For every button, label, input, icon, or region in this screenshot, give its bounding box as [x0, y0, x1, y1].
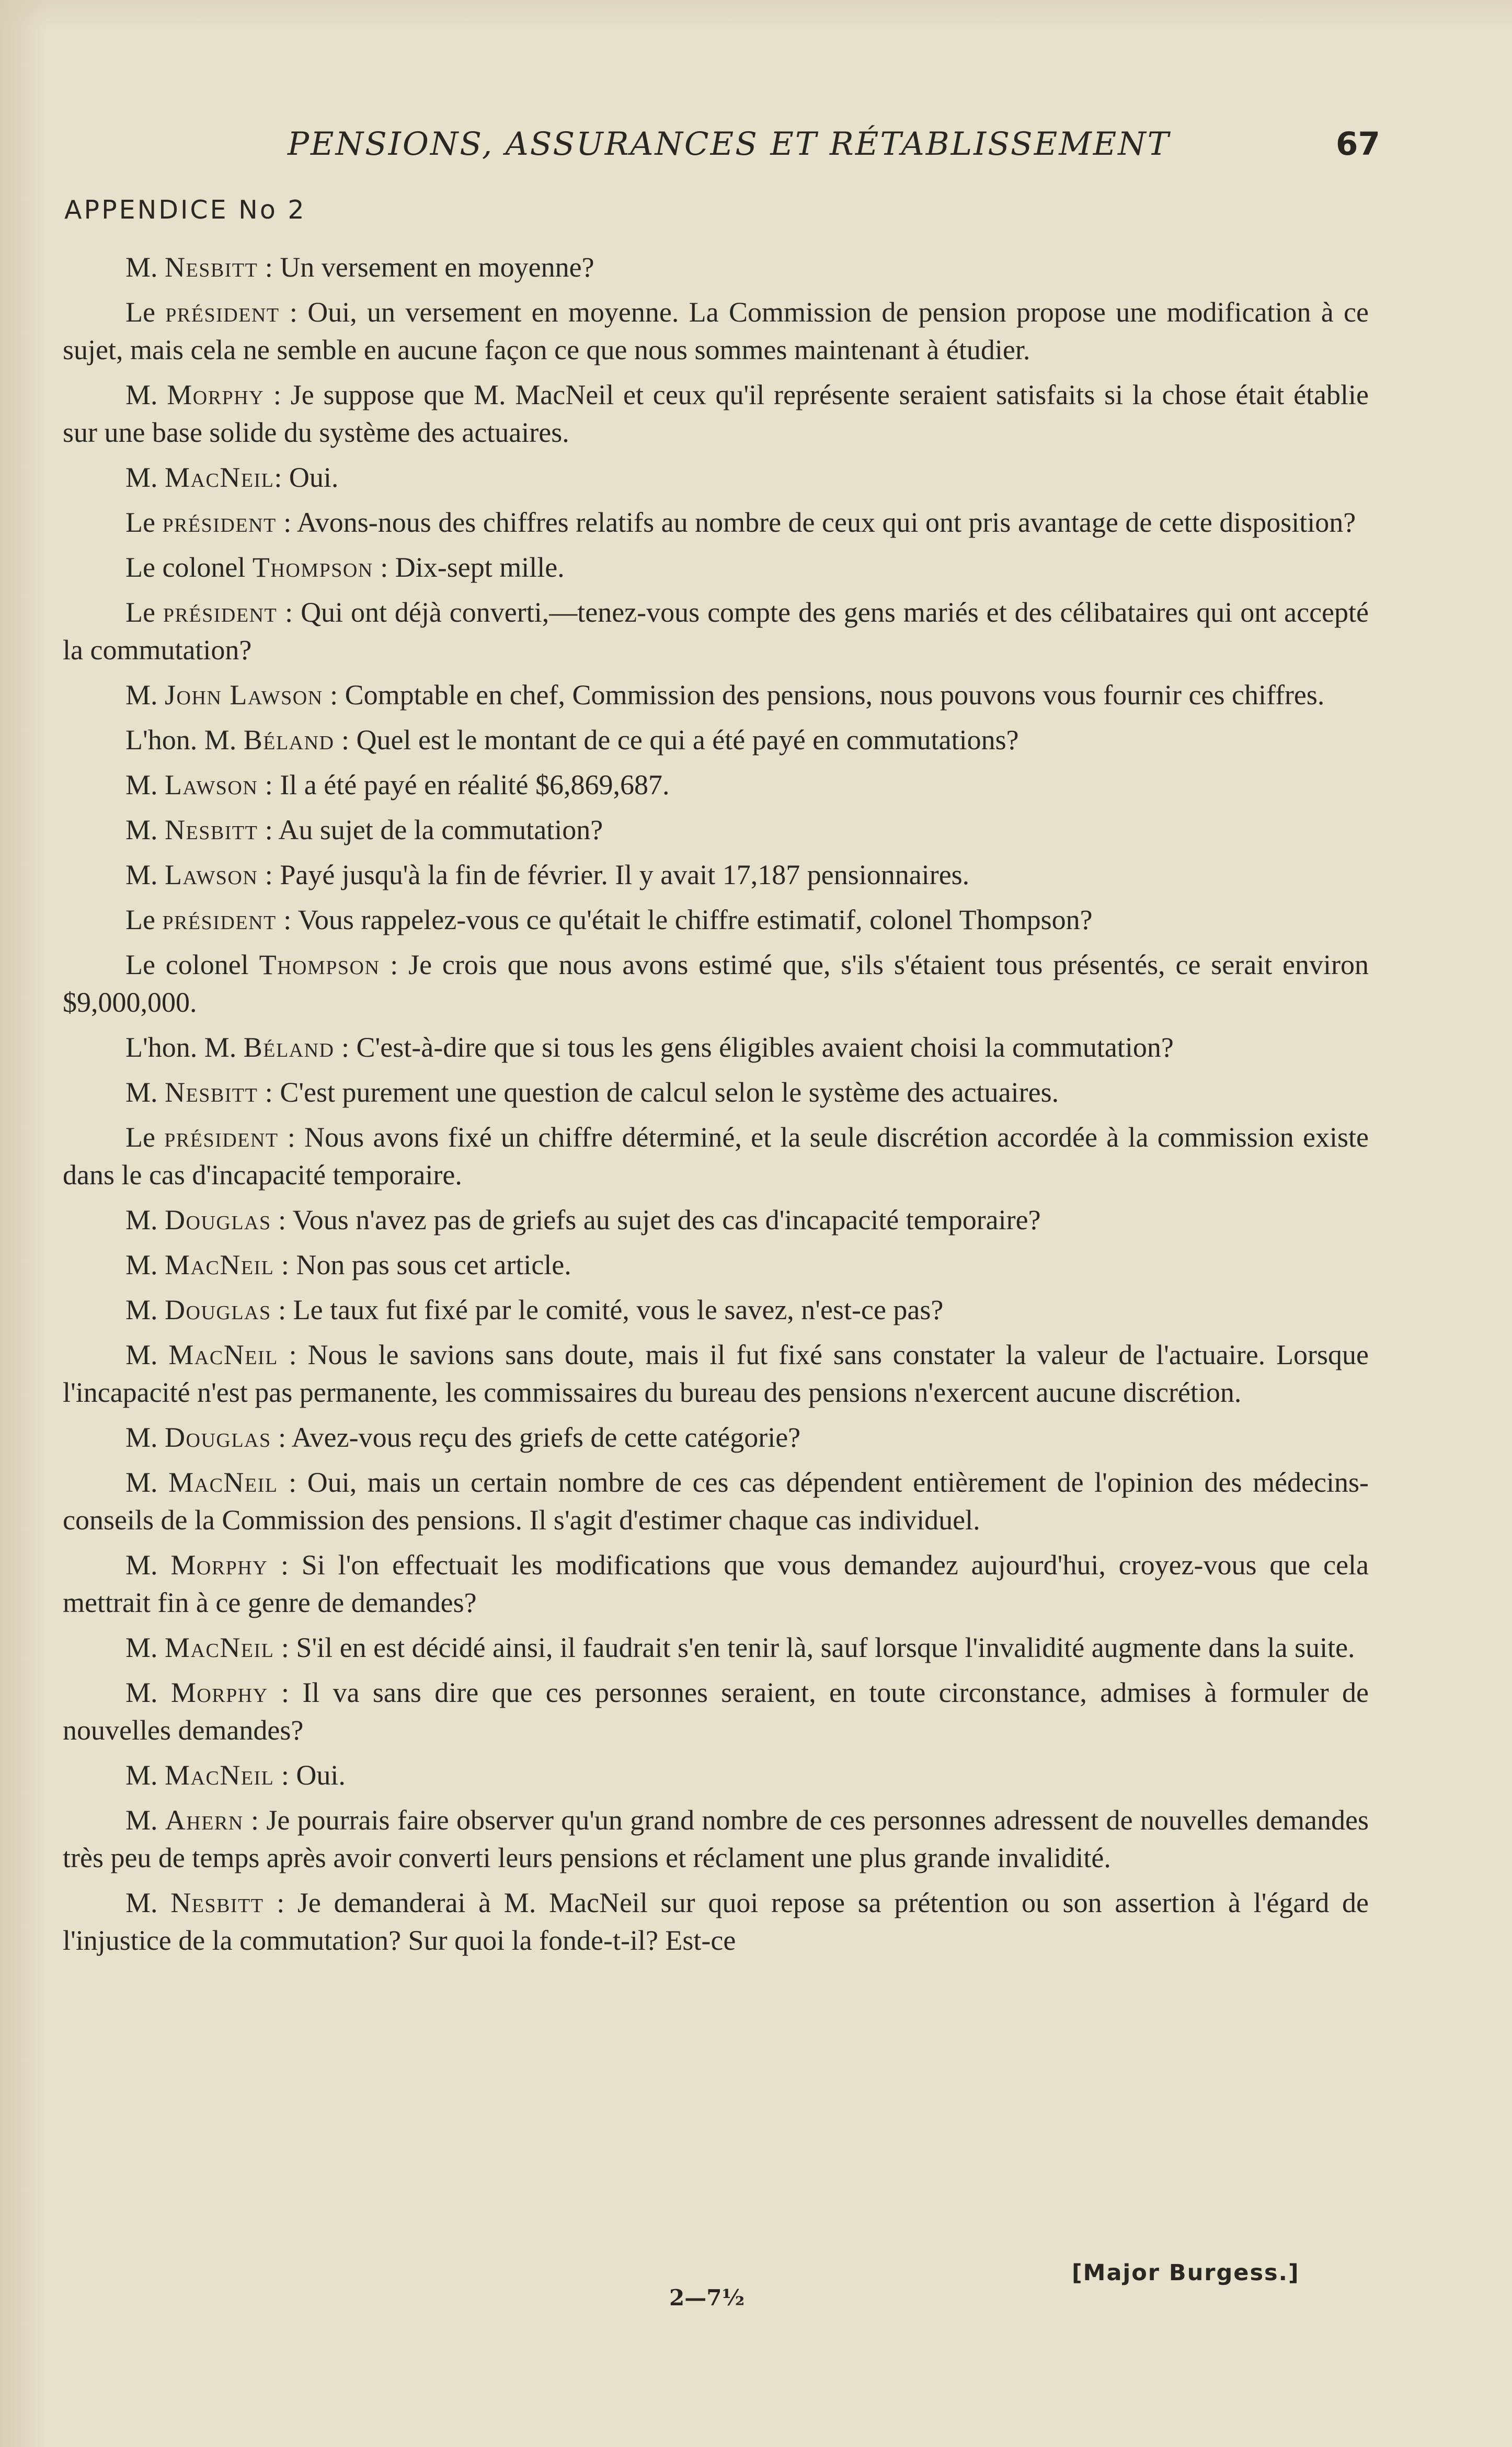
speaker-prefix: M. [125, 1204, 165, 1236]
speaker-name: Douglas [165, 1204, 271, 1236]
speaker-separator: : [380, 949, 409, 980]
transcript-body [63, 248, 1369, 1966]
paragraph-text: Oui. [289, 462, 339, 493]
speaker-prefix: M. [125, 1249, 165, 1280]
speaker-prefix: M. [125, 1467, 169, 1498]
paragraph-text: Quel est le montant de ce qui a été payé en commutations? [356, 724, 1019, 756]
transcript-paragraph [63, 1674, 1369, 1749]
paragraph-text: Non pas sous cet article. [296, 1249, 571, 1280]
transcript-paragraph [63, 1073, 1369, 1111]
speaker-separator: : [274, 1632, 296, 1663]
transcript-paragraph [63, 1546, 1369, 1621]
transcript-paragraph [63, 901, 1369, 939]
speaker-separator: : [277, 597, 301, 628]
speaker-separator: : [334, 1032, 357, 1063]
paragraph-text: C'est-à-dire que si tous les gens éligibles avaient choisi la commutation? [356, 1032, 1174, 1063]
speaker-separator: : [258, 769, 280, 801]
transcript-paragraph [63, 766, 1369, 804]
speaker-prefix: Le [125, 296, 166, 328]
speaker-name: MacNeil [168, 1467, 278, 1498]
paragraph-text: Nous le savions sans doute, mais il fut fixé sans constater la valeur de l'actuaire. Lorsque l'incapacité n'est pas permanente, les commissaires du bureau des pensions n'exercent aucune discrétion. [63, 1339, 1369, 1408]
transcript-paragraph [63, 1463, 1369, 1539]
paragraph-text: Je suppose que M. MacNeil et ceux qu'il représente seraient satisfaits si la chose était établie sur une base solide du système des actuaires. [63, 379, 1369, 448]
speaker-prefix: M. [125, 462, 165, 493]
paragraph-text: Payé jusqu'à la fin de février. Il y avait 17,187 pensionnaires. [280, 859, 970, 890]
speaker-prefix: Le colonel [125, 949, 259, 980]
speaker-name: Thompson [252, 552, 373, 583]
speaker-prefix: M. [125, 859, 165, 890]
speaker-separator: : [271, 1204, 293, 1236]
paragraph-text: Oui, un versement en moyenne. La Commission de pension propose une modification à ce sujet, mais cela ne semble en aucune façon ce que nous sommes maintenant à étudier. [63, 296, 1369, 365]
appendix-label: APPENDICE No 2 [64, 195, 306, 225]
running-head: PENSIONS, ASSURANCES ET RÉTABLISSEMENT [288, 125, 1171, 163]
speaker-prefix: M. [125, 379, 167, 410]
paragraph-text: S'il en est décidé ainsi, il faudrait s'en tenir là, sauf lorsque l'invalidité augmente dans la suite. [296, 1632, 1355, 1663]
transcript-paragraph [63, 676, 1369, 714]
paragraph-text: Je crois que nous avons estimé que, s'ils s'étaient tous présentés, ce serait environ $9,000,000. [63, 949, 1369, 1018]
transcript-paragraph [63, 1629, 1369, 1666]
speaker-separator: : [279, 296, 308, 328]
speaker-separator: : [268, 1677, 303, 1708]
speaker-separator: : [276, 904, 298, 935]
speaker-prefix: M. [125, 1677, 171, 1708]
speaker-separator: : [278, 1467, 307, 1498]
paragraph-text: Dix-sept mille. [395, 552, 565, 583]
transcript-paragraph [63, 504, 1369, 541]
speaker-prefix: M. [125, 1422, 165, 1453]
speaker-name: MacNeil [165, 1249, 274, 1280]
paragraph-text: Je pourrais faire observer qu'un grand nombre de ces personnes adressent de nouvelles demandes très peu de temps après avoir converti leurs pensions et réclament une plus grande invalidité. [63, 1804, 1369, 1873]
speaker-name: président [163, 597, 278, 628]
speaker-prefix: Le [125, 1122, 165, 1153]
speaker-prefix: M. [125, 1339, 169, 1370]
paragraph-text: Il va sans dire que ces personnes seraient, en toute circonstance, admises à formuler de nouvelles demandes? [63, 1677, 1369, 1746]
paragraph-text: Il a été payé en réalité $6,869,687. [280, 769, 670, 801]
speaker-separator: : [264, 1887, 297, 1918]
speaker-name: Lawson [165, 859, 258, 890]
paragraph-text: Nous avons fixé un chiffre déterminé, et la seule discrétion accordée à la commission existe dans le cas d'incapacité temporaire. [63, 1122, 1369, 1191]
speaker-prefix: M. [125, 1804, 165, 1836]
speaker-name: président [165, 296, 280, 328]
transcript-paragraph [63, 593, 1369, 669]
transcript-paragraph [63, 248, 1369, 286]
paragraph-text: Oui, mais un certain nombre de ces cas dépendent entièrement de l'opinion des médecins-conseils de la Commission des pensions. Il s'agit d'estimer chaque cas individuel. [63, 1467, 1369, 1536]
paragraph-text: Comptable en chef, Commission des pensions, nous pouvons vous fournir ces chiffres. [345, 679, 1325, 711]
speaker-prefix: M. [125, 251, 165, 283]
paragraph-text: Je demanderai à M. MacNeil sur quoi repose sa prétention ou son assertion à l'égard de l'injustice de la commutation? Sur quoi la fonde-t-il? Est-ce [63, 1887, 1369, 1956]
transcript-paragraph [63, 1246, 1369, 1284]
speaker-prefix: M. [125, 1887, 171, 1918]
speaker-prefix: M. [125, 769, 165, 801]
speaker-prefix: M. [125, 679, 165, 711]
speaker-separator: : [373, 552, 395, 583]
transcript-paragraph [63, 1291, 1369, 1329]
transcript-paragraph [63, 946, 1369, 1021]
speaker-name: Nesbitt [170, 1887, 264, 1918]
speaker-separator: : [274, 1249, 296, 1280]
transcript-paragraph [63, 811, 1369, 849]
speaker-prefix: M. [125, 1632, 165, 1663]
speaker-name: Ahern [165, 1804, 244, 1836]
paragraph-text: Qui ont déjà converti,—tenez-vous compte des gens mariés et des célibataires qui ont accepté la commutation? [63, 597, 1369, 666]
speaker-name: MacNeil [165, 1632, 274, 1663]
transcript-paragraph [63, 1201, 1369, 1239]
speaker-separator: : [323, 679, 345, 711]
speaker-name: Morphy [170, 1549, 268, 1581]
paragraph-text: Si l'on effectuait les modifications que vous demandez aujourd'hui, croyez-vous que cela mettrait fin à ce genre de demandes? [63, 1549, 1369, 1618]
speaker-name: Lawson [165, 769, 258, 801]
speaker-prefix: M. [125, 814, 165, 845]
transcript-paragraph [63, 1118, 1369, 1194]
speaker-separator: : [274, 462, 289, 493]
speaker-name: Nesbitt [165, 251, 258, 283]
speaker-prefix: Le [125, 597, 163, 628]
speaker-separator: : [243, 1804, 267, 1836]
speaker-prefix: Le colonel [125, 552, 253, 583]
page-shade-top [0, 0, 1512, 31]
speaker-prefix: Le [125, 507, 163, 538]
paragraph-text: C'est purement une question de calcul selon le système des actuaires. [280, 1077, 1059, 1108]
speaker-name: Nesbitt [165, 814, 258, 845]
paragraph-text: Avons-nous des chiffres relatifs au nombre de ceux qui ont pris avantage de cette disposition? [296, 507, 1356, 538]
speaker-name: MacNeil [168, 1339, 278, 1370]
transcript-paragraph [63, 1336, 1369, 1411]
speaker-name: John Lawson [165, 679, 323, 711]
footer-signature: [Major Burgess.] [1072, 2260, 1300, 2286]
speaker-prefix: M. [125, 1549, 171, 1581]
speaker-name: MacNeil [165, 462, 274, 493]
transcript-paragraph [63, 293, 1369, 369]
speaker-separator: : [271, 1422, 292, 1453]
transcript-paragraph [63, 721, 1369, 759]
speaker-name: président [164, 1122, 279, 1153]
speaker-separator: : [258, 251, 280, 283]
speaker-name: Nesbitt [165, 1077, 258, 1108]
paragraph-text: Au sujet de la commutation? [278, 814, 603, 845]
transcript-paragraph [63, 1419, 1369, 1456]
transcript-paragraph [63, 548, 1369, 586]
speaker-separator: : [258, 1077, 280, 1108]
speaker-separator: : [334, 724, 357, 756]
speaker-separator: : [258, 814, 279, 845]
speaker-name: président [162, 904, 277, 935]
speaker-prefix: Le [125, 904, 163, 935]
speaker-name: Douglas [165, 1294, 271, 1325]
paragraph-text: Avez-vous reçu des griefs de cette catégorie? [291, 1422, 801, 1453]
speaker-name: Béland [243, 1032, 335, 1063]
transcript-paragraph [63, 1756, 1369, 1794]
speaker-name: Douglas [165, 1422, 271, 1453]
speaker-separator: : [274, 1759, 296, 1791]
speaker-separator: : [264, 379, 291, 410]
paragraph-text: Oui. [296, 1759, 346, 1791]
speaker-name: MacNeil [165, 1759, 274, 1791]
speaker-separator: : [268, 1549, 302, 1581]
transcript-paragraph [63, 856, 1369, 894]
transcript-paragraph [63, 376, 1369, 451]
transcript-paragraph [63, 459, 1369, 496]
speaker-prefix: L'hon. M. [125, 1032, 244, 1063]
speaker-separator: : [276, 507, 297, 538]
transcript-paragraph [63, 1801, 1369, 1877]
speaker-prefix: L'hon. M. [125, 724, 244, 756]
speaker-separator: : [271, 1294, 293, 1325]
speaker-prefix: M. [125, 1077, 165, 1108]
page-shade-left [0, 0, 47, 2447]
speaker-separator: : [278, 1339, 308, 1370]
transcript-paragraph [63, 1028, 1369, 1066]
speaker-name: président [162, 507, 277, 538]
speaker-name: Morphy [170, 1677, 268, 1708]
speaker-name: Thompson [259, 949, 380, 980]
page-number: 67 [1336, 125, 1380, 163]
paragraph-text: Le taux fut fixé par le comité, vous le savez, n'est-ce pas? [293, 1294, 944, 1325]
paragraph-text: Un versement en moyenne? [280, 251, 594, 283]
speaker-prefix: M. [125, 1759, 165, 1791]
footer-sheet-mark: 2—7½ [669, 2285, 745, 2311]
speaker-name: Morphy [167, 379, 265, 410]
speaker-name: Béland [243, 724, 335, 756]
paragraph-text: Vous rappelez-vous ce qu'était le chiffre estimatif, colonel Thompson? [297, 904, 1093, 935]
speaker-separator: : [278, 1122, 305, 1153]
transcript-paragraph [63, 1884, 1369, 1959]
speaker-separator: : [258, 859, 280, 890]
speaker-prefix: M. [125, 1294, 165, 1325]
paragraph-text: Vous n'avez pas de griefs au sujet des cas d'incapacité temporaire? [292, 1204, 1041, 1236]
